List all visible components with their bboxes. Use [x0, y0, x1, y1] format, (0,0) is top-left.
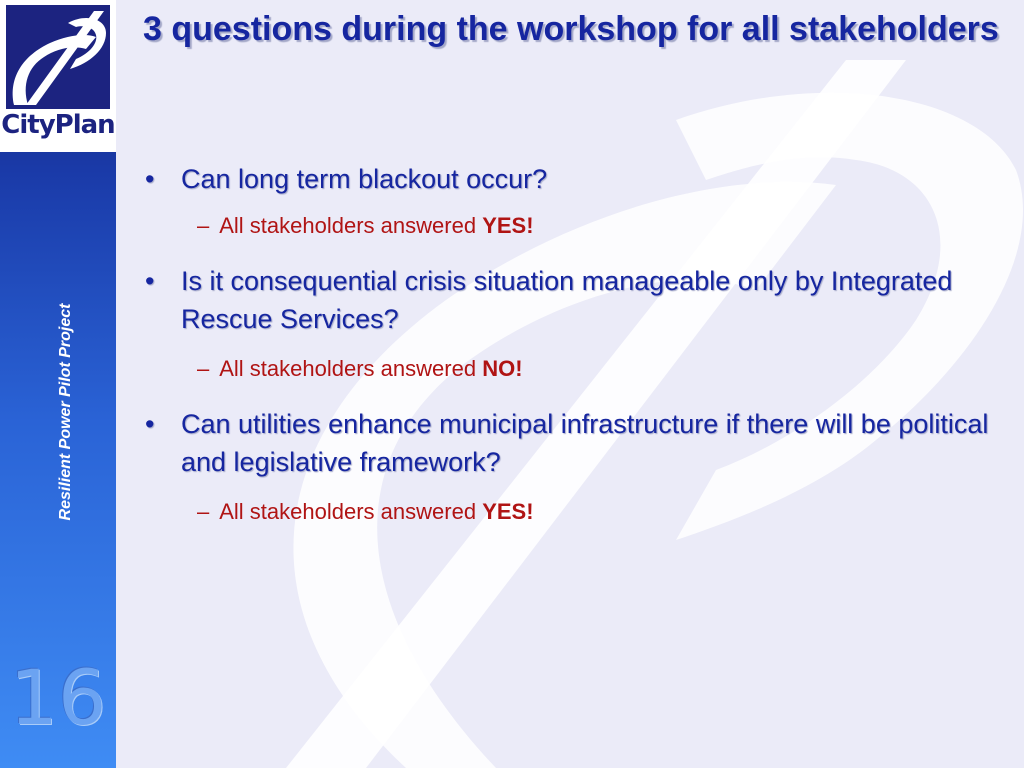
answer-value: NO!: [482, 356, 523, 381]
bullet-dot-icon: •: [145, 164, 155, 194]
answer-value: YES!: [482, 499, 534, 524]
cityplan-logo-mark: [6, 5, 110, 109]
answer-prefix: All stakeholders answered: [219, 356, 477, 381]
bullet-text: Can long term blackout occur?: [181, 164, 548, 194]
dash-icon: –: [197, 356, 210, 381]
dash-icon: –: [197, 213, 210, 238]
logo-swoosh-icon: [6, 5, 110, 109]
cityplan-logo: [0, 0, 116, 152]
project-name-vertical: Resilient Power Pilot Project: [57, 303, 74, 521]
answer-item: [197, 498, 534, 526]
bullet-item: [143, 262, 993, 338]
logo-text: CityPlan: [1, 110, 115, 140]
slide-title: 3 questions during the workshop for all stakeholders: [143, 10, 999, 48]
bullet-item: [143, 405, 993, 481]
bullet-text: Can utilities enhance municipal infrastructure if there will be political and legislative framework?: [181, 409, 989, 477]
bullet-item: [143, 160, 993, 198]
answer-value: YES!: [482, 213, 534, 238]
cityplan-watermark-logo: [116, 0, 1024, 768]
bullet-dot-icon: •: [145, 409, 155, 439]
answer-prefix: All stakeholders answered: [219, 499, 477, 524]
slide-number: 16: [9, 653, 107, 742]
bullet-dot-icon: •: [145, 266, 155, 296]
dash-icon: –: [197, 499, 210, 524]
answer-item: [197, 212, 534, 240]
sidebar: [0, 0, 116, 768]
bullet-text: Is it consequential crisis situation manageable only by Integrated Rescue Services?: [181, 266, 953, 334]
answer-prefix: All stakeholders answered: [219, 213, 477, 238]
answer-item: [197, 355, 523, 383]
